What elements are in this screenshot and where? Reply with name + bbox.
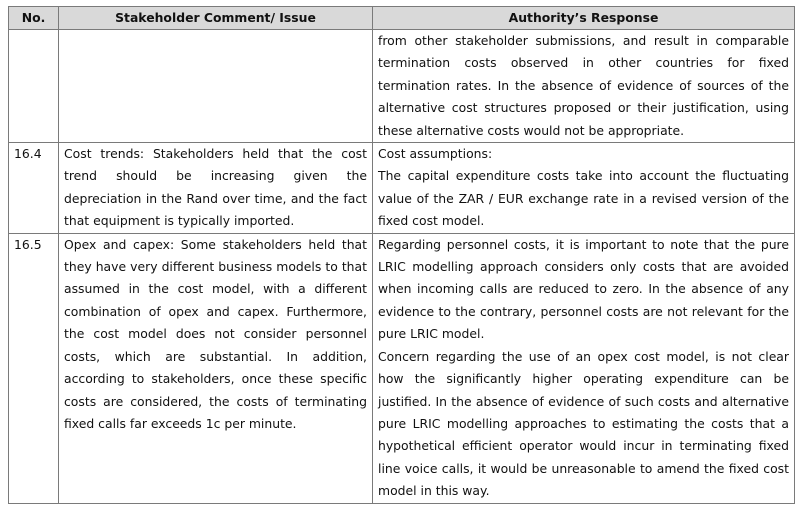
table-header-row [9, 7, 795, 30]
row-number: 16.4 [9, 143, 59, 234]
authority-response-cell [373, 233, 795, 503]
response-paragraph: The capital expenditure costs take into account the fluctuating value of the ZAR / EUR exchange rate in a revised version of the fixed cost model. [378, 168, 789, 229]
table-row [9, 143, 795, 234]
header-authority-response: Authority’s Response [373, 7, 795, 30]
stakeholder-comment-cell: Cost trends: Stakeholders held that the cost trend should be increasing given the depreciation in the Rand over time, and the fact that equipment is typically imported. [59, 143, 373, 234]
authority-response-cell [373, 143, 795, 234]
stakeholder-response-table [8, 6, 795, 504]
header-stakeholder-comment: Stakeholder Comment/ Issue [59, 7, 373, 30]
document-page [8, 6, 794, 504]
header-no: No. [9, 7, 59, 30]
response-paragraph: from other stakeholder submissions, and result in comparable termination costs observed in other countries for fixed termination rates. In the absence of evidence of sources of the alternative cost structures proposed or their justification, using these alternative costs would not be appropriate. [378, 33, 789, 138]
table-row [9, 30, 795, 143]
authority-response-cell [373, 30, 795, 143]
stakeholder-comment-cell: Opex and capex: Some stakeholders held that they have very different business models to that assumed in the cost model, with a different combination of opex and capex. Furthermore, the cost model does not consider personnel costs, which are substantial. In addition, according to stakeholders, once these specific costs are considered, the costs of terminating fixed calls far exceeds 1c per minute. [59, 233, 373, 503]
response-paragraph: Concern regarding the use of an opex cost model, is not clear how the significantly higher operating expenditure can be justified. In the absence of evidence of such costs and alternative pure LRIC modelling approaches to estimating the costs that a hypothetical efficient operator would incur in terminating fixed line voice calls, it would be unreasonable to amend the fixed cost model in this way. [378, 348, 789, 499]
table-row [9, 233, 795, 503]
row-number: 16.5 [9, 233, 59, 503]
response-paragraph: Regarding personnel costs, it is important to note that the pure LRIC modelling approach considers only costs that are avoided when incoming calls are reduced to zero. In the absence of any evidence to the contrary, personnel costs are not relevant for the pure LRIC model. [378, 236, 789, 342]
response-heading: Cost assumptions: [378, 146, 493, 162]
stakeholder-comment-cell [59, 30, 373, 143]
row-number [9, 30, 59, 143]
